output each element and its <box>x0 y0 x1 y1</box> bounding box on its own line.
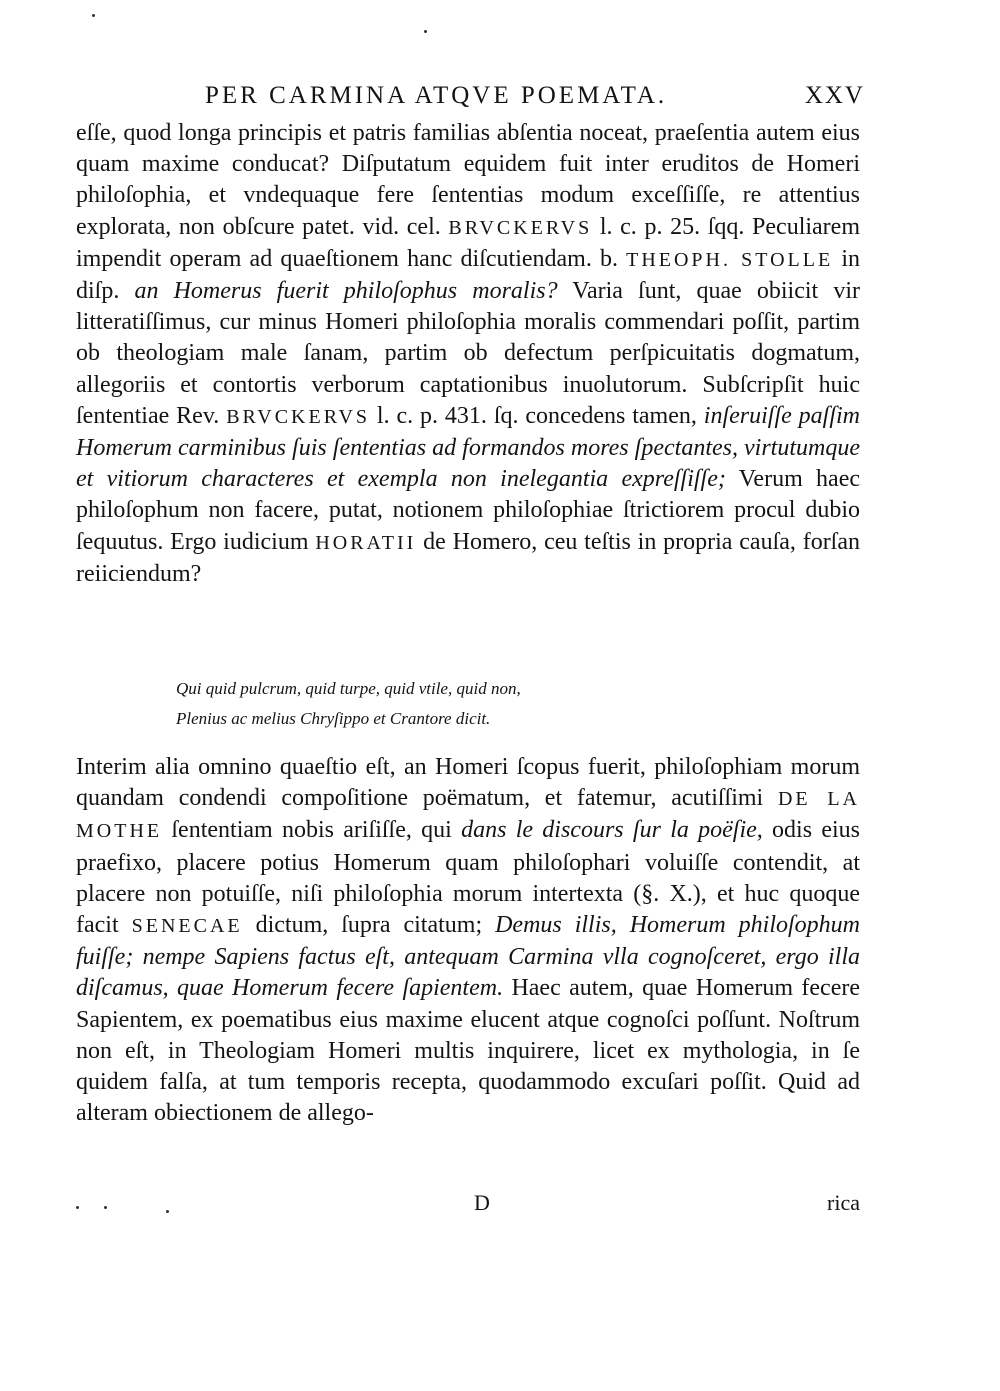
text-run: l. c. p. 25. ſqq. Peculiarem impendit operam ad quaeſtionem hanc diſcutiendam. b. <box>76 213 860 272</box>
author-name-horatius: HORATII <box>315 531 417 554</box>
running-head: PER CARMINA ATQVE POEMATA. <box>205 82 668 109</box>
catchword: rica <box>827 1190 860 1215</box>
text-run: de Homero, ceu teſtis in propria cauſa, forſan reiiciendum? <box>76 528 861 587</box>
author-name-seneca: SENECAE <box>131 915 243 938</box>
page-number: XXV <box>804 82 865 109</box>
print-speck <box>76 1206 79 1209</box>
text-run: odis eius praefixo, placere potius Homerum quam philoſophari voluiſſe contendit, at placere non potuiſſe, niſi philoſophia morum intertexta (§. X.), et huc quoque facit <box>76 817 860 939</box>
print-speck <box>104 1206 107 1209</box>
verse-line: Qui quid pulcrum, quid turpe, quid vtile, quid non, <box>176 679 521 698</box>
paragraph-2 <box>76 752 860 1129</box>
text-run: in diſp. <box>76 245 861 305</box>
page-footer <box>76 1190 860 1226</box>
text-run: l. c. p. 431. ſq. concedens tamen, <box>370 402 704 429</box>
text-run: dictum, ſupra citatum; <box>242 912 496 939</box>
author-name-stolle: THEOPH. STOLLE <box>626 248 834 271</box>
author-name-brucker: BRVCKERVS <box>226 405 371 428</box>
text-run: ſententiam nobis ariſiſſe, qui <box>162 817 462 844</box>
italic-citation: Demus illis, Homerum philoſophum fuiſſe; nempe Sapiens factus eſt, antequam Carmina vlla cognoſceret, ergo illa diſcamus, quae Homerum fecere ſapientem. <box>76 912 860 1002</box>
print-speck <box>166 1210 169 1213</box>
italic-title: dans le discours ſur la poëſie, <box>461 817 763 844</box>
verse-quotation <box>176 674 776 734</box>
print-speck <box>424 30 427 33</box>
author-name-brucker: BRVCKERVS <box>448 216 593 239</box>
paragraph-1 <box>76 118 860 590</box>
text-run: Interim alia omnino quaeſtio eſt, an Homeri ſcopus fuerit, philoſophiam morum quandam condendi compoſitione poëmatum, et fatemur, acutiſſimi <box>76 754 860 812</box>
signature-mark: D <box>474 1190 490 1215</box>
verse-line: Plenius ac melius Chryſippo et Crantore dicit. <box>176 709 491 728</box>
text-run: Haec autem, quae Homerum fecere Sapientem, ex poematibus eius maxime elucent atque cognoſci poſſunt. Noſtrum non eſt, in Theologiam Homeri multis inquirere, licet ex mythologia, in ſe quidem falſa, at tum temporis recepta, quodammodo excuſari poſſit. Quid ad alteram obiectionem de allego- <box>76 975 861 1127</box>
italic-title: an Homerus fuerit philoſophus moralis? <box>134 278 558 305</box>
print-speck <box>92 14 95 17</box>
italic-citation: inſeruiſſe paſſim Homerum carminibus ſuis ſententias ad formandos mores ſpectantes, virtutumque et vitiorum characteres et exempla non inelegantia expreſſiſſe; <box>76 402 860 493</box>
text-run: Varia ſunt, quae obiicit vir litteratiſſimus, cur minus Homeri philoſophia moralis commendari poſſit, partim ob theologiam male ſanam, partim ob defectum perſpicuitatis dogmatum, allegoriis et contortis verborum captationibus inuolutorum. Subſcripſit huic ſententiae Rev. <box>76 278 860 429</box>
page-header <box>205 82 865 122</box>
text-run: eſſe, quod longa principis et patris familias abſentia noceat, praeſentia autem eius quam maxime conducat? Diſputatum equidem fuit inter eruditos de Homeri philoſophia, et vndequaque fere ſententias modum exceſſiſſe, re attentius explorata, non obſcure patet. vid. cel. <box>76 120 860 240</box>
text-run: Verum haec philoſophum non facere, putat, notionem philoſophiae ſtrictiorem procul dubio ſequutus. Ergo iudicium <box>76 466 861 555</box>
author-name-de-la-mothe: DE LA MOTHE <box>76 788 860 843</box>
